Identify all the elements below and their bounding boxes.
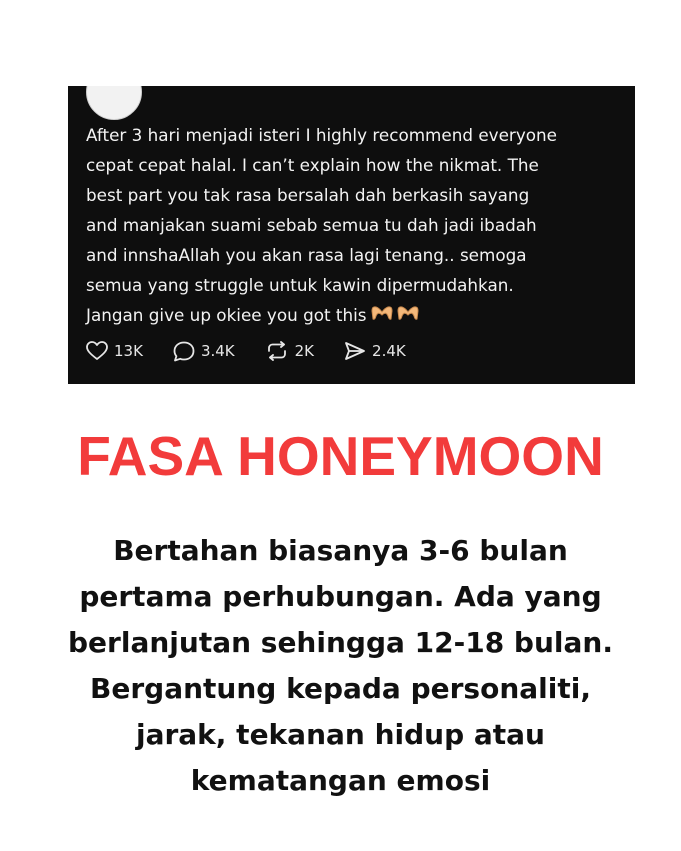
repost-icon [265,341,289,361]
like-stat[interactable] [86,341,143,361]
like-count: 13K [114,342,143,360]
threads-post-screenshot [68,86,635,384]
repost-count: 2K [294,342,315,360]
post-stats [86,338,436,364]
send-icon [344,341,366,361]
share-count: 2.4K [372,342,406,360]
speech-bubble-icon [173,341,195,362]
share-stat[interactable] [344,341,406,361]
reply-count: 3.4K [200,342,235,360]
body-text: Bertahan biasanya 3-6 bulan pertama perhubungan. Ada yang berlanjutan sehingga 12-18 bulan. Bergantung kepada personaliti, jarak, tekanan hidup atau kematangan emosi [68,534,613,797]
repost-stat[interactable] [265,341,314,361]
post-body: After 3 hari menjadi isteri I highly recommend everyone cepat cepat halal. I can’t explain how the nikmat. The best part you tak rasa bersalah dah berkasih sayang and manjakan suami sebab semua tu dah jadi ibadah and innshaAllah you akan rasa lagi tenang.. semoga semua yang struggle untuk kawin dipermudahkan. Jangan give up okiee you got this [86,125,557,325]
post-text [86,120,626,331]
avatar [86,86,142,120]
headline: FASA HONEYMOON [77,425,604,487]
reply-stat[interactable] [173,341,235,362]
heart-hands-emoji [370,301,422,331]
heart-icon [86,341,108,361]
